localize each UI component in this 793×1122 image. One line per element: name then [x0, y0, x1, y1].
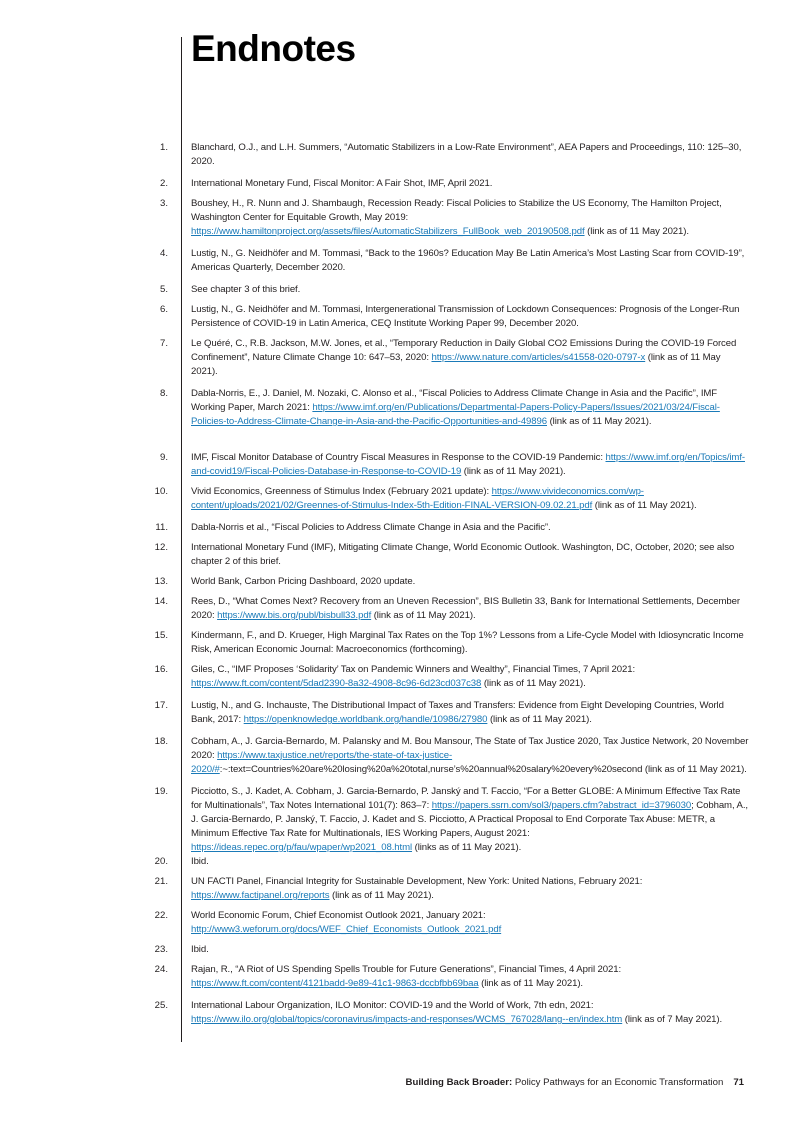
endnote-text-segment: (links as of 11 May 2021). [412, 842, 522, 853]
endnote-text-segment: (link as of 11 May 2021). [487, 714, 592, 725]
endnote-link[interactable]: https://www.ilo.org/global/topics/coronavirus/impacts-and-responses/WCMS_767028/lang--en/index.htm [191, 1014, 623, 1025]
margin-rule [181, 37, 182, 1042]
endnote-number: 21. [154, 876, 168, 887]
endnote-text [191, 943, 749, 957]
endnote-text-segment: (link as of 11 May 2021). [584, 226, 689, 237]
endnote-link[interactable]: https://www.factipanel.org/reports [191, 890, 330, 901]
endnote-text [191, 177, 749, 191]
endnote-text-segment: Rees, D., “What Comes Next? Recovery from an Uneven Recession”, BIS Bulletin 33, Bank for International Settlements, December 2020: [191, 596, 740, 621]
endnote-text-segment: (link as of 11 May 2021). [191, 352, 721, 377]
endnote-number: 10. [154, 486, 168, 497]
endnote-text-segment: International Monetary Fund, Fiscal Monitor: A Fair Shot, IMF, April 2021. [191, 178, 493, 189]
endnote-text-segment: Ibid. [191, 856, 209, 867]
endnote-text [191, 855, 749, 869]
endnote-text-segment: Boushey, H., R. Nunn and J. Shambaugh, Recession Ready: Fiscal Policies to Stabilize the US Economy, The Hamilton Project, Washington Center for Equitable Growth, May 2019: [191, 198, 722, 223]
endnote-text-segment: Blanchard, O.J., and L.H. Summers, “Automatic Stabilizers in a Low-Rate Environment”, AEA Papers and Proceedings, 110: 125–30, 2020. [191, 142, 742, 167]
endnote-text-segment: World Economic Forum, Chief Economist Outlook 2021, January 2021: [191, 910, 486, 921]
endnote-link[interactable]: http://www3.weforum.org/docs/WEF_Chief_Economists_Outlook_2021.pdf [191, 924, 502, 935]
endnote-text [191, 963, 749, 991]
endnote-text-segment: (link as of 7 May 2021). [622, 1014, 723, 1025]
endnote-text-segment: ; Cobham, A., J. Garcia-Bernardo, P. Janský, T. Faccio, J. Kadet and S. Picciotto, A Practical Proposal to End Corporate Tax Abuse: METR, a Minimum Effective Tax Rate for Multinationals, IES Working Papers, August 2021: [191, 800, 748, 839]
endnote-text-segment: Kindermann, F., and D. Krueger, High Marginal Tax Rates on the Top 1%? Lessons from a Life-Cycle Model with Idiosyncratic Income Risk, American Economic Journal: Macroeconomics (forthcoming). [191, 630, 744, 655]
endnote-number: 2. [159, 178, 168, 189]
endnote-number: 16. [154, 664, 168, 675]
endnote-text [191, 735, 749, 777]
endnote-link[interactable]: https://www.imf.org/en/Topics/imf-and-covid19/Fiscal-Policies-Database-in-Response-to-COVID-19 [191, 452, 745, 477]
endnote-number: 4. [159, 248, 168, 259]
endnote-number: 15. [154, 630, 168, 641]
endnote-link[interactable]: https://ideas.repec.org/p/fau/wpaper/wp2021_08.html [191, 842, 413, 853]
footer-title: Building Back Broader: [405, 1077, 513, 1088]
endnote-text [191, 451, 749, 479]
endnote-link[interactable]: https://www.hamiltonproject.org/assets/files/AutomaticStabilizers_FullBook_web_20190508.pdf [191, 226, 585, 237]
page-number: 71 [733, 1077, 744, 1088]
endnote-text [191, 575, 749, 589]
endnote-link[interactable]: https://www.ft.com/content/5dad2390-8a32-4908-8c96-6d23cd037c38 [191, 678, 482, 689]
endnote-number: 6. [159, 304, 168, 315]
endnote-text [191, 663, 749, 691]
endnote-number: 25. [154, 1000, 168, 1011]
endnote-text-segment: (link as of 11 May 2021). [592, 500, 697, 511]
endnote-text-segment: Ibid. [191, 944, 209, 955]
endnote-number: 1. [159, 142, 168, 153]
endnote-number: 20. [154, 856, 168, 867]
endnote-text-segment: Le Quéré, C., R.B. Jackson, M.W. Jones, et al., “Temporary Reduction in Daily Global CO2 Emissions During the COVID-19 Forced Confinement”, Nature Climate Change 10: 647–53, 2020: [191, 338, 737, 363]
endnote-number: 12. [154, 542, 168, 553]
endnote-text [191, 141, 749, 169]
endnote-text-segment: UN FACTI Panel, Financial Integrity for Sustainable Development, New York: United Nations, February 2021: [191, 876, 643, 887]
endnote-link[interactable]: https://www.taxjustice.net/reports/the-state-of-tax-justice-2020/# [191, 750, 453, 775]
endnote-number: 13. [154, 576, 168, 587]
endnote-text-segment: Giles, C., “IMF Proposes ‘Solidarity’ Tax on Pandemic Winners and Wealthy”, Financial Times, 7 April 2021: [191, 664, 636, 675]
endnote-text [191, 999, 749, 1027]
endnote-text-segment: Dabla-Norris et al., “Fiscal Policies to Address Climate Change in Asia and the Pacific”. [191, 522, 551, 533]
endnote-text [191, 699, 749, 727]
endnote-text-segment: (link as of 11 May 2021). [478, 978, 583, 989]
endnote-text [191, 541, 749, 569]
endnote-link[interactable]: https://www.nature.com/articles/s41558-020-0797-x [431, 352, 646, 363]
endnote-number: 3. [159, 198, 168, 209]
endnote-text-segment: Cobham, A., J. Garcia-Bernardo, M. Palansky and M. Bou Mansour, The State of Tax Justice 2020, Tax Justice Network, 20 November 2020: [191, 736, 749, 761]
endnote-link[interactable]: https://www.vivideconomics.com/wp-content/uploads/2021/02/Greennes-of-Stimulus-Index-5th-Edition-FINAL-VERSION-09.02.21.pdf [191, 486, 644, 511]
endnote-text [191, 909, 749, 937]
endnote-number: 19. [154, 786, 168, 797]
endnote-text [191, 197, 749, 239]
endnote-number: 22. [154, 910, 168, 921]
endnote-number: 23. [154, 944, 168, 955]
endnote-link[interactable]: https://www.ft.com/content/4121badd-9e89-41c1-9863-dccbfbb69baa [191, 978, 479, 989]
endnote-number: 5. [159, 284, 168, 295]
endnote-text [191, 629, 749, 657]
endnote-number: 11. [155, 522, 168, 533]
endnote-text-segment: See chapter 3 of this brief. [191, 284, 301, 295]
endnote-text-segment: Lustig, N., G. Neidhöfer and M. Tommasi, “Back to the 1960s? Education May Be Latin America’s Most Lasting Scar from COVID-19”, Americas Quarterly, December 2020. [191, 248, 745, 273]
endnote-text [191, 283, 749, 297]
endnote-text-segment: Lustig, N., G. Neidhöfer and M. Tommasi, Intergenerational Transmission of Lockdown Consequences: Prognosis of the Longer-Run Persistence of COVID-19 in Latin America, CEQ Institute Working Paper 99, December 2020. [191, 304, 740, 329]
endnote-text [191, 875, 749, 903]
page-title: Endnotes [191, 28, 356, 69]
endnote-text-segment: International Labour Organization, ILO Monitor: COVID-19 and the World of Work, 7th edn, 2021: [191, 1000, 594, 1011]
endnote-number: 24. [154, 964, 168, 975]
endnote-number: 7. [159, 338, 168, 349]
endnote-text-segment: IMF, Fiscal Monitor Database of Country Fiscal Measures in Response to the COVID-19 Pandemic: [191, 452, 606, 463]
endnote-text-segment: Dabla-Norris, E., J. Daniel, M. Nozaki, C. Alonso et al., “Fiscal Policies to Address Climate Change in Asia and the Pacific”, IMF Working Paper, March 2021: [191, 388, 718, 413]
endnote-number: 14. [154, 596, 168, 607]
endnote-text [191, 303, 749, 331]
endnote-text-segment: (link as of 11 May 2021). [371, 610, 476, 621]
endnote-text-segment: Vivid Economics, Greenness of Stimulus Index (February 2021 update): [191, 486, 492, 497]
endnote-text [191, 595, 749, 623]
endnote-text-segment: Picciotto, S., J. Kadet, A. Cobham, J. Garcia-Bernardo, P. Janský and T. Faccio, “For a Better GLOBE: A Minimum Effective Tax Rate for Multinationals”, Tax Notes International 101(7): 863–7: [191, 786, 741, 811]
endnote-link[interactable]: https://openknowledge.worldbank.org/handle/10986/27980 [243, 714, 488, 725]
endnote-number: 9. [159, 452, 168, 463]
endnote-text-segment: International Monetary Fund (IMF), Mitigating Climate Change, World Economic Outlook. Washington, DC, October, 2020; see also chapter 2 of this brief. [191, 542, 735, 567]
endnote-link[interactable]: https://www.bis.org/publ/bisbull33.pdf [217, 610, 372, 621]
endnote-text-segment: (link as of 11 May 2021). [461, 466, 566, 477]
endnote-text-segment: (link as of 11 May 2021). [547, 416, 652, 427]
endnote-text-segment: (link as of 11 May 2021). [329, 890, 434, 901]
page-footer [200, 1077, 744, 1089]
endnote-text [191, 387, 749, 429]
endnote-link[interactable]: https://papers.ssrn.com/sol3/papers.cfm?abstract_id=3796030 [431, 800, 692, 811]
endnote-text-segment: Rajan, R., “A Riot of US Spending Spells Trouble for Future Generations”, Financial Times, 4 April 2021: [191, 964, 622, 975]
endnote-number: 17. [154, 700, 168, 711]
endnote-text [191, 485, 749, 513]
endnote-text [191, 337, 749, 379]
endnote-text [191, 785, 749, 855]
endnote-text [191, 521, 749, 535]
endnote-text [191, 247, 749, 275]
endnote-text-segment: World Bank, Carbon Pricing Dashboard, 2020 update. [191, 576, 416, 587]
endnote-number: 8. [159, 388, 168, 399]
endnote-text-segment: (link as of 11 May 2021). [481, 678, 586, 689]
endnote-number: 18. [154, 736, 168, 747]
endnote-link[interactable]: https://www.imf.org/en/Publications/Departmental-Papers-Policy-Papers/Issues/2021/03/24/Fiscal-Policies-to-Address-Climate-Change-in-Asia-and-the-Pacific-Opportunities-and-49896 [191, 402, 720, 427]
endnote-text-segment: :~:text=Countries%20are%20losing%20a%20total,nurse’s%20annual%20salary%20every%20second (link as of 11 May 2021). [219, 764, 747, 775]
footer-subtitle: Policy Pathways for an Economic Transformation [512, 1077, 724, 1088]
endnote-text-segment: Lustig, N., and G. Inchauste, The Distributional Impact of Taxes and Transfers: Evidence from Eight Developing Countries, World Bank, 2017: [191, 700, 724, 725]
